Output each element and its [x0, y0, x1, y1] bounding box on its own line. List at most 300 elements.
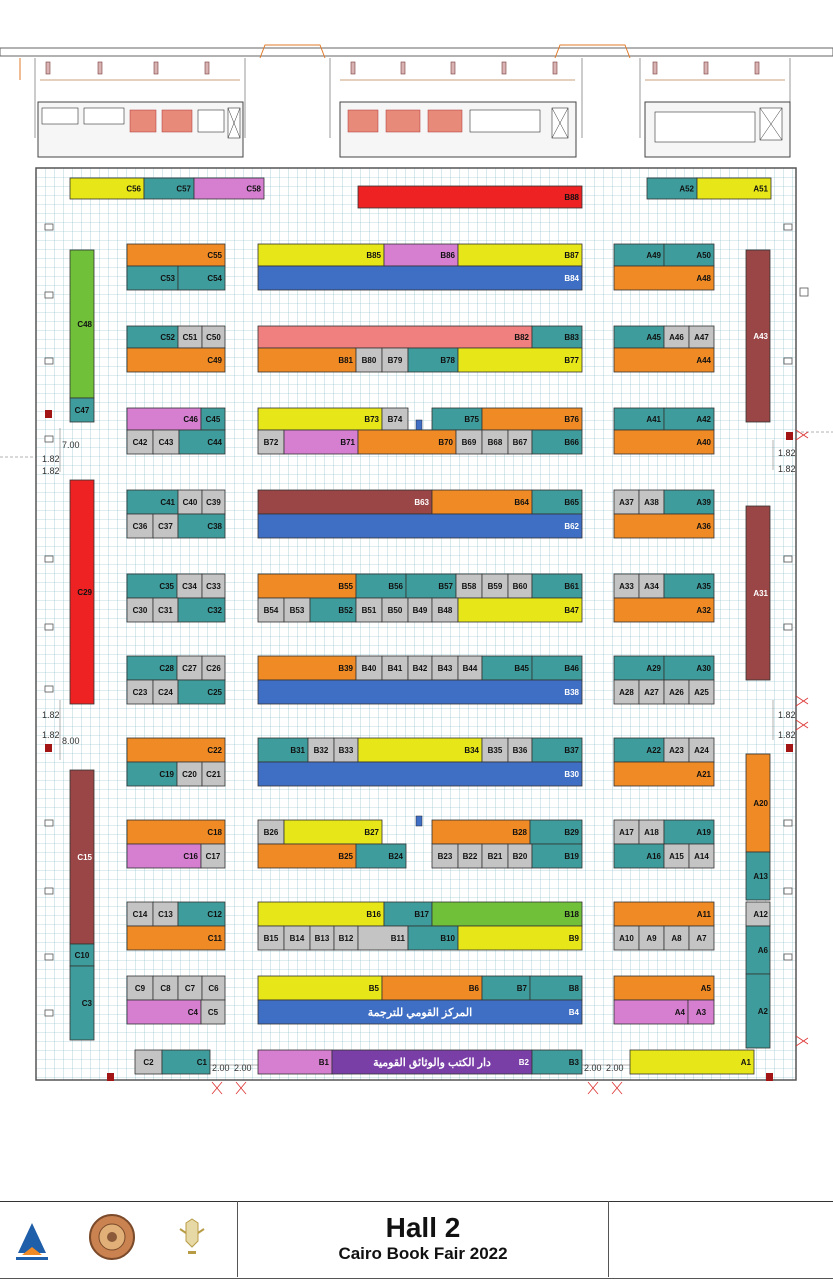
booth-label: C15 — [77, 853, 92, 862]
booth-a34 — [639, 574, 664, 598]
booth-b13 — [310, 926, 334, 950]
booth-a43 — [746, 250, 770, 422]
booth-rect — [382, 976, 482, 1000]
booth-b51 — [356, 598, 382, 622]
booth-b44 — [458, 656, 482, 680]
booth-label: B74 — [387, 415, 403, 424]
booth-b64 — [432, 490, 532, 514]
booth-label: B11 — [390, 934, 405, 943]
booth-c38 — [178, 514, 225, 538]
booth-label: C8 — [160, 984, 171, 993]
booth-a11 — [614, 902, 714, 926]
booth-label: B73 — [364, 415, 379, 424]
event-title: Cairo Book Fair 2022 — [338, 1244, 508, 1263]
booth-b21 — [482, 844, 508, 868]
booth-label: B50 — [387, 606, 403, 615]
booth-label: C34 — [182, 582, 197, 591]
booth-label: A12 — [753, 910, 768, 919]
booth-c40 — [178, 490, 202, 514]
booth-label: B30 — [564, 770, 579, 779]
office-block-left — [38, 102, 243, 157]
booth-a24 — [689, 738, 714, 762]
booth-c5 — [201, 1000, 225, 1024]
booth-label: B20 — [512, 852, 528, 861]
booth-exhibitor-name: دار الكتب والوثائق القومية — [373, 1057, 491, 1069]
booth-label: B6 — [468, 984, 479, 993]
booth-b22 — [458, 844, 482, 868]
booth-label: B10 — [440, 934, 455, 943]
booth-label: B79 — [387, 356, 403, 365]
booth-label: B85 — [366, 251, 381, 260]
booth-rect — [630, 1050, 754, 1074]
booth-label: B46 — [564, 664, 579, 673]
booth-b42 — [408, 656, 432, 680]
booth-b54 — [258, 598, 284, 622]
booth-label: B54 — [263, 606, 279, 615]
booth-c20 — [177, 762, 202, 786]
booth-label: C18 — [207, 828, 222, 837]
booth-rect — [258, 976, 382, 1000]
booth-label: B14 — [289, 934, 305, 943]
booth-c11 — [127, 926, 225, 950]
booth-label: B76 — [564, 415, 579, 424]
booth-label: B29 — [564, 828, 579, 837]
booth-b82 — [258, 326, 532, 348]
booth-label: B39 — [338, 664, 353, 673]
dim-label: 1.82 — [778, 448, 796, 458]
booth-a7 — [689, 926, 714, 950]
booth-a44 — [614, 348, 714, 372]
booth-label: C58 — [246, 184, 261, 194]
booth-b38 — [258, 680, 582, 704]
booth-b80 — [356, 348, 382, 372]
booth-a12 — [746, 902, 770, 926]
booth-label: B82 — [514, 333, 529, 342]
booth-label: C49 — [207, 356, 222, 365]
booth-rect — [258, 244, 384, 266]
booth-label: A22 — [646, 746, 661, 755]
booth-a14 — [689, 844, 714, 868]
booth-label: C27 — [182, 664, 197, 673]
booth-label: B84 — [564, 274, 579, 283]
booth-label: A17 — [619, 828, 634, 837]
dim-label: 2.00 — [584, 1063, 602, 1073]
booth-b73 — [258, 408, 382, 430]
booth-label: A45 — [646, 333, 661, 342]
booth-b67 — [508, 430, 532, 454]
booth-label: A5 — [700, 984, 711, 993]
booth-b12 — [334, 926, 358, 950]
booth-label: A2 — [757, 1007, 768, 1016]
booth-label: B26 — [263, 828, 279, 837]
booth-label: B13 — [314, 934, 330, 943]
booth-b61 — [532, 574, 582, 598]
office-block-center — [340, 102, 576, 157]
booth-c28 — [127, 656, 177, 680]
booth-label: A39 — [696, 498, 711, 507]
booth-label: B60 — [512, 582, 528, 591]
booth-label: A32 — [696, 606, 711, 615]
booth-a50 — [664, 244, 714, 266]
booth-a40 — [614, 430, 714, 454]
booth-label: B59 — [487, 582, 503, 591]
booth-c4 — [127, 1000, 201, 1024]
booth-a6 — [746, 926, 770, 974]
booth-b83 — [532, 326, 582, 348]
booth-c31 — [153, 598, 178, 622]
booth-label: C53 — [160, 274, 175, 283]
booth-c50 — [202, 326, 225, 348]
booth-label: A29 — [646, 664, 661, 673]
booth-c13 — [153, 902, 178, 926]
booth-label: B55 — [338, 582, 353, 591]
booth-b1 — [258, 1050, 332, 1074]
booth-c43 — [153, 430, 179, 454]
booth-label: C43 — [158, 438, 174, 447]
booth-b55 — [258, 574, 356, 598]
booth-a48 — [614, 266, 714, 290]
booth-c27 — [177, 656, 202, 680]
booth-b47 — [458, 598, 582, 622]
ministry-seal — [90, 1215, 134, 1259]
booth-c54 — [178, 266, 225, 290]
dim-label: 2.00 — [606, 1063, 624, 1073]
booth-a37 — [614, 490, 639, 514]
booth-c15 — [70, 770, 94, 944]
booth-label: B40 — [361, 664, 377, 673]
booth-b28 — [432, 820, 530, 844]
booth-label: C48 — [77, 320, 92, 329]
booth-rect — [258, 762, 582, 786]
booth-label: C45 — [205, 415, 221, 424]
booth-label: B12 — [338, 934, 354, 943]
booth-label: C40 — [182, 498, 198, 507]
booth-b31 — [258, 738, 308, 762]
booth-label: A4 — [674, 1008, 685, 1017]
booth-b72 — [258, 430, 284, 454]
booth-a51 — [697, 178, 771, 199]
booth-c17 — [201, 844, 225, 868]
booth-b69 — [456, 430, 482, 454]
booth-rect — [258, 326, 532, 348]
booth-c53 — [127, 266, 178, 290]
booth-label: B9 — [568, 934, 579, 943]
booth-a1 — [630, 1050, 754, 1074]
booth-b34 — [358, 738, 482, 762]
booth-c47 — [70, 398, 94, 422]
booth-label: C35 — [159, 582, 174, 591]
booth-a18 — [639, 820, 664, 844]
booth-rect — [258, 490, 432, 514]
booth-label: A21 — [696, 770, 711, 779]
booth-label: C1 — [196, 1058, 207, 1067]
booth-a8 — [664, 926, 689, 950]
booth-label: C23 — [132, 688, 148, 697]
booth-label: A37 — [619, 498, 634, 507]
booth-c51 — [178, 326, 202, 348]
booth-label: A19 — [696, 828, 711, 837]
booth-c33 — [202, 574, 225, 598]
booth-label: A23 — [669, 746, 684, 755]
booth-label: C55 — [207, 251, 222, 260]
booth-label: C29 — [77, 588, 92, 597]
booth-label: B86 — [440, 251, 455, 260]
booth-label: B77 — [564, 356, 579, 365]
booth-label: A43 — [753, 332, 768, 341]
booth-rect — [432, 902, 582, 926]
booth-label: B22 — [462, 852, 478, 861]
book-fair-logo — [16, 1223, 48, 1260]
dim-label: 1.82 — [778, 730, 796, 740]
booth-label: B75 — [464, 415, 479, 424]
booth-exhibitor-name: المركز القومي للترجمة — [367, 1007, 473, 1019]
booth-label: B83 — [564, 333, 579, 342]
booth-c36 — [127, 514, 153, 538]
booth-c2 — [135, 1050, 162, 1074]
booth-label: B67 — [512, 438, 528, 447]
booth-label: B3 — [568, 1058, 579, 1067]
booth-label: B37 — [564, 746, 579, 755]
booth-b70 — [358, 430, 456, 454]
booth-c35 — [127, 574, 177, 598]
booth-b50 — [382, 598, 408, 622]
booth-b16 — [258, 902, 384, 926]
booth-a17 — [614, 820, 639, 844]
booth-label: B31 — [290, 746, 305, 755]
booth-label: B17 — [414, 910, 429, 919]
booth-label: C33 — [206, 582, 221, 591]
booth-label: B44 — [462, 664, 478, 673]
booth-b57 — [406, 574, 456, 598]
booth-label: C51 — [182, 333, 198, 342]
booth-b19 — [532, 844, 582, 868]
booth-label: A1 — [740, 1058, 751, 1067]
booth-c14 — [127, 902, 153, 926]
booth-c32 — [178, 598, 225, 622]
booth-c16 — [127, 844, 201, 868]
booth-label: C39 — [206, 498, 221, 507]
booth-b53 — [284, 598, 310, 622]
booth-label: A6 — [757, 946, 768, 955]
booth-c19 — [127, 762, 177, 786]
booth-label: A33 — [619, 582, 634, 591]
booth-label: C12 — [207, 910, 222, 919]
booth-b9 — [458, 926, 582, 950]
booth-label: A46 — [669, 333, 684, 342]
booth-rect — [614, 976, 714, 1000]
booth-label: B18 — [564, 910, 579, 919]
booth-rect — [358, 186, 582, 208]
booth-a15 — [664, 844, 689, 868]
booth-label: A52 — [679, 184, 694, 194]
booth-label: B19 — [564, 852, 579, 861]
booth-a5 — [614, 976, 714, 1000]
booth-label: C21 — [206, 770, 221, 779]
dim-label: 1.82 — [42, 730, 60, 740]
booth-b8 — [530, 976, 582, 1000]
booth-c22 — [127, 738, 225, 762]
booth-label: A14 — [694, 852, 709, 861]
booth-label: B43 — [437, 664, 453, 673]
booth-label: B51 — [361, 606, 377, 615]
booth-label: C36 — [132, 522, 148, 531]
booth-a41 — [614, 408, 664, 430]
booth-label: B45 — [514, 664, 529, 673]
booth-c56 — [70, 178, 144, 199]
booth-b26 — [258, 820, 284, 844]
booth-label: B72 — [263, 438, 279, 447]
hall-title: Hall 2 — [385, 1212, 461, 1243]
booth-label: C57 — [176, 184, 191, 194]
booth-label: A11 — [696, 910, 711, 919]
logo-area — [0, 1201, 238, 1277]
booth-label: A7 — [696, 934, 707, 943]
booth-label: A50 — [696, 251, 711, 260]
booth-b33 — [334, 738, 358, 762]
booth-a9 — [639, 926, 664, 950]
dim-label: 1.82 — [778, 710, 796, 720]
booth-label: C3 — [81, 999, 92, 1008]
booth-c29 — [70, 480, 94, 704]
booth-label: B41 — [387, 664, 403, 673]
booth-c57 — [144, 178, 194, 199]
booth-label: B48 — [437, 606, 453, 615]
booth-b11 — [358, 926, 408, 950]
booth-a23 — [664, 738, 689, 762]
booth-b10 — [408, 926, 458, 950]
booth-label: B57 — [438, 582, 453, 591]
booth-label: C47 — [74, 406, 90, 415]
booth-b37 — [532, 738, 582, 762]
booth-label: B71 — [340, 438, 355, 447]
booth-b25 — [258, 844, 356, 868]
booth-label: B32 — [313, 746, 329, 755]
booth-label: B56 — [388, 582, 403, 591]
booth-b75 — [432, 408, 482, 430]
booth-c39 — [202, 490, 225, 514]
booth-a30 — [664, 656, 714, 680]
booth-a27 — [639, 680, 664, 704]
booth-a42 — [664, 408, 714, 430]
booth-label: B65 — [564, 498, 579, 507]
booth-c23 — [127, 680, 153, 704]
booth-c58 — [194, 178, 264, 199]
booth-label: C52 — [160, 333, 175, 342]
booth-b52 — [310, 598, 356, 622]
booth-c10 — [70, 944, 94, 966]
dim-label: 1.82 — [42, 454, 60, 464]
booth-label: B38 — [564, 688, 579, 697]
booth-label: A48 — [696, 274, 711, 283]
booth-c37 — [153, 514, 178, 538]
booth-a36 — [614, 514, 714, 538]
booth-c8 — [153, 976, 178, 1000]
booth-b5 — [258, 976, 382, 1000]
booth-a29 — [614, 656, 664, 680]
booth-label: B70 — [438, 438, 453, 447]
booth-label: B7 — [516, 984, 527, 993]
booth-c34 — [177, 574, 202, 598]
booth-a13 — [746, 852, 770, 900]
booth-a26 — [664, 680, 689, 704]
booth-b77 — [458, 348, 582, 372]
booth-label: B49 — [412, 606, 428, 615]
booth-a2 — [746, 974, 770, 1048]
booth-label: B21 — [487, 852, 503, 861]
booth-label: C2 — [143, 1058, 154, 1067]
booth-a28 — [614, 680, 639, 704]
booth-b49 — [408, 598, 432, 622]
booth-b58 — [456, 574, 482, 598]
booth-label: A24 — [694, 746, 709, 755]
booth-a4 — [614, 1000, 688, 1024]
booth-label: A27 — [644, 688, 659, 697]
booth-label: A38 — [644, 498, 659, 507]
booth-label: A26 — [669, 688, 684, 697]
booth-b41 — [382, 656, 408, 680]
booth-label: A16 — [646, 852, 661, 861]
booth-label: C46 — [183, 415, 198, 424]
booth-a52 — [647, 178, 697, 199]
booth-label: B23 — [437, 852, 453, 861]
booth-rect — [258, 680, 582, 704]
booth-a16 — [614, 844, 664, 868]
dim-label: 8.00 — [62, 736, 80, 746]
booth-label: A15 — [669, 852, 684, 861]
booth-a25 — [689, 680, 714, 704]
booth-label: C16 — [183, 852, 198, 861]
booth-label: B24 — [388, 852, 403, 861]
booth-a21 — [614, 762, 714, 786]
booth-c49 — [127, 348, 225, 372]
booth-c52 — [127, 326, 178, 348]
booth-label: C17 — [205, 852, 221, 861]
booth-label: B2 — [518, 1058, 529, 1067]
booth-label: C38 — [207, 522, 222, 531]
booth-b40 — [356, 656, 382, 680]
office-block-right — [645, 102, 790, 157]
booth-label: B47 — [564, 606, 579, 615]
booth-label: A35 — [696, 582, 711, 591]
booth-b46 — [532, 656, 582, 680]
booth-b48 — [432, 598, 458, 622]
booth-c1 — [162, 1050, 210, 1074]
booth-label: B28 — [512, 828, 527, 837]
title-box — [238, 1201, 609, 1277]
booth-label: B68 — [487, 438, 503, 447]
booth-label: B5 — [368, 984, 379, 993]
booth-b66 — [532, 430, 582, 454]
dim-label: 1.82 — [42, 710, 60, 720]
booth-label: A44 — [696, 356, 711, 365]
booth-label: A36 — [696, 522, 711, 531]
booth-c55 — [127, 244, 225, 266]
booth-c12 — [178, 902, 225, 926]
booth-b63 — [258, 490, 432, 514]
booth-a46 — [664, 326, 689, 348]
booth-label: B4 — [568, 1008, 579, 1017]
booth-c21 — [202, 762, 225, 786]
booth-label: C10 — [74, 951, 90, 960]
booth-label: B42 — [412, 664, 428, 673]
booth-b62 — [258, 514, 582, 538]
booth-rect — [258, 266, 582, 290]
booth-label: C54 — [207, 274, 222, 283]
booth-b60 — [508, 574, 532, 598]
booth-label: B27 — [364, 828, 379, 837]
booth-label: C9 — [134, 984, 146, 993]
booth-label: A20 — [753, 799, 768, 808]
